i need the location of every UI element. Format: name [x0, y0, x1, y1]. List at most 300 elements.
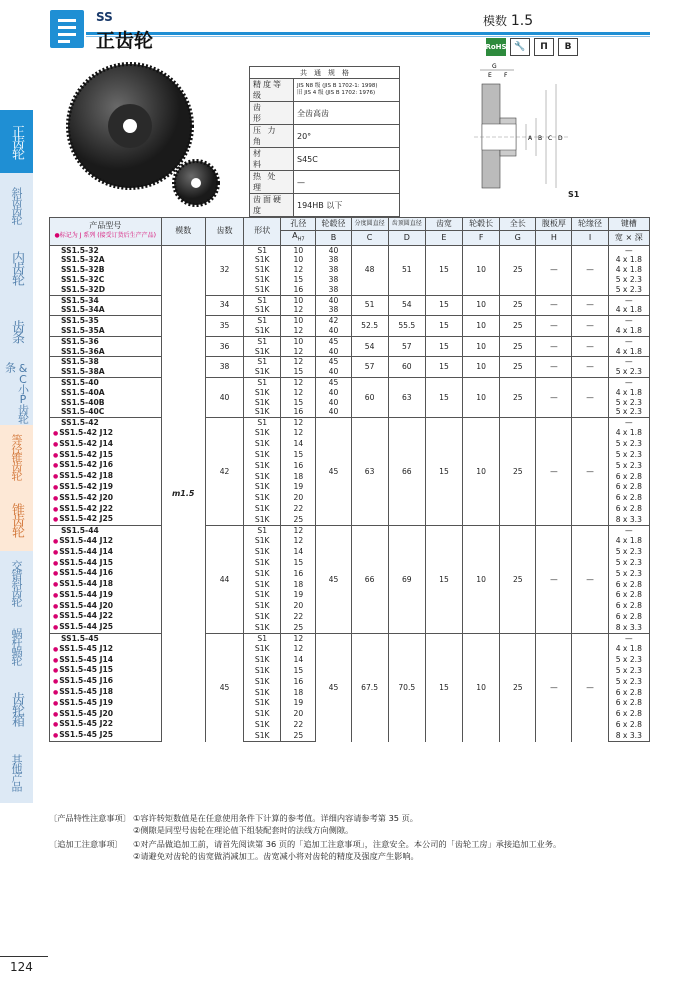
cell-bore: 20 — [281, 493, 316, 504]
cell-H: — — [536, 634, 572, 742]
cell-keyway: — — [608, 295, 649, 305]
cell-bore: 22 — [281, 504, 316, 515]
cell-E: 15 — [425, 377, 462, 417]
cell-keyway: 8 x 3.3 — [608, 730, 649, 741]
cell-D: 55.5 — [388, 316, 425, 337]
col-bore: 孔径 — [281, 218, 316, 231]
cell-G: 25 — [500, 634, 536, 742]
cell-shape: S1K — [244, 388, 281, 398]
cell-C: 48 — [351, 245, 388, 295]
cell-keyway: 5 x 2.3 — [608, 275, 649, 285]
cell-product-number: ● SS1.5-44 J20 — [50, 601, 162, 612]
cell-C: 66 — [351, 526, 388, 634]
cell-bore: 15 — [281, 558, 316, 569]
cell-keyway: 6 x 2.8 — [608, 482, 649, 493]
cell-product-number: ● SS1.5-42 J16 — [50, 460, 162, 471]
cell-product-number: SS1.5-35 — [50, 316, 162, 326]
cell-shape: S1K — [244, 482, 281, 493]
table-row — [50, 526, 650, 536]
cell-shape: S1K — [244, 326, 281, 336]
drawing-type-label: S1 — [568, 190, 580, 199]
cell-bore: 10 — [281, 336, 316, 346]
cell-hub-dia: 45 — [316, 526, 351, 634]
cell-product-number: SS1.5-36 — [50, 336, 162, 346]
sidebar-tab-10[interactable]: 其他产品 — [0, 740, 33, 803]
cell-bore: 12 — [281, 347, 316, 357]
cell-shape: S1K — [244, 687, 281, 698]
svg-text:G: G — [492, 63, 497, 70]
cell-D: 51 — [388, 245, 425, 295]
gear-drawing — [470, 60, 580, 195]
cell-shape: S1K — [244, 504, 281, 515]
cell-keyway: — — [608, 377, 649, 387]
cell-bore: 25 — [281, 730, 316, 741]
cell-bore: 14 — [281, 439, 316, 450]
spec-heading: 共 通 规 格 — [250, 67, 400, 79]
cell-G: 25 — [500, 295, 536, 316]
cell-product-number: SS1.5-32 — [50, 245, 162, 255]
cell-bore: 16 — [281, 285, 316, 295]
col-tip-dia: 齿顶圆直径 — [388, 218, 425, 231]
cell-keyway: 8 x 3.3 — [608, 622, 649, 633]
cell-shape: S1K — [244, 698, 281, 709]
cell-product-number: ● SS1.5-45 J22 — [50, 719, 162, 730]
notes: 〔产品特性注意事项〕 ①容许转矩数值是在任意使用条件下计算的参考值。详细内容请参考第 35 页。 ②侧隙是同型号齿轮在理论值下组装配套时的法线方向侧隙。 〔追加工注意事项〕 ①对产品做追加工前，请首先阅读第 36 页的「追加工注意事项」，注意安全。本公司的「齿轮工房」承接追加工业务。 ②请避免对齿轮的齿宽做消减加工。齿宽减小将对齿轮的精度及强度产生影响。 — [49, 813, 562, 861]
cell-I: — — [572, 418, 608, 526]
cell-product-number: SS1.5-38 — [50, 357, 162, 367]
cell-product-number: ● SS1.5-44 J19 — [50, 590, 162, 601]
cell-shape: S1 — [244, 634, 281, 644]
cell-product-number: ● SS1.5-44 J16 — [50, 568, 162, 579]
cell-bore: 12 — [281, 265, 316, 275]
sidebar-tab-2[interactable]: 内齿轮 — [0, 236, 33, 299]
cell-hub-dia: 38 — [316, 285, 351, 295]
cell-shape: S1K — [244, 558, 281, 569]
module-value: 1.5 — [510, 13, 534, 29]
col-web: 腹板厚 — [536, 218, 572, 231]
sidebar-tab-7[interactable]: 交错斜齿轮 — [0, 551, 33, 614]
cell-product-number: ● SS1.5-44 J22 — [50, 611, 162, 622]
cell-bore: 15 — [281, 367, 316, 377]
cell-bore: 12 — [281, 526, 316, 536]
col-teeth: 齿数 — [205, 218, 243, 246]
sidebar-tab-1[interactable]: 斜齿齿轮 — [0, 173, 33, 236]
cell-bore: 25 — [281, 514, 316, 525]
page-title: 正齿轮 — [96, 30, 154, 52]
cell-keyway: 6 x 2.8 — [608, 687, 649, 698]
cell-F: 10 — [463, 418, 500, 526]
col-keyway: 键槽 — [608, 218, 649, 231]
cell-teeth: 45 — [205, 634, 243, 742]
cell-keyway: 5 x 2.3 — [608, 450, 649, 461]
cell-bore: 15 — [281, 398, 316, 408]
cell-shape: S1K — [244, 644, 281, 655]
cell-shape: S1 — [244, 295, 281, 305]
document-icon — [50, 10, 84, 48]
cell-shape: S1K — [244, 471, 281, 482]
cell-product-number: ● SS1.5-45 J19 — [50, 698, 162, 709]
cell-product-number: SS1.5-40A — [50, 388, 162, 398]
table-row — [50, 316, 650, 326]
cell-keyway: — — [608, 245, 649, 255]
cell-shape: S1K — [244, 579, 281, 590]
cell-keyway: 4 x 1.8 — [608, 644, 649, 655]
cell-bore: 10 — [281, 245, 316, 255]
cell-keyway: 5 x 2.3 — [608, 665, 649, 676]
cell-bore: 16 — [281, 407, 316, 417]
cell-keyway: — — [608, 336, 649, 346]
cell-H: — — [536, 316, 572, 337]
sidebar-tab-5[interactable]: 等径锥齿轮 — [0, 425, 33, 488]
col-rim: 轮缘径 — [572, 218, 608, 231]
cell-teeth: 36 — [205, 336, 243, 357]
cell-keyway: 4 x 1.8 — [608, 265, 649, 275]
cell-shape: S1 — [244, 357, 281, 367]
cell-hub-dia: 40 — [316, 347, 351, 357]
cell-product-number: ● SS1.5-42 J20 — [50, 493, 162, 504]
cell-keyway: 5 x 2.3 — [608, 460, 649, 471]
cell-G: 25 — [500, 336, 536, 357]
cell-hub-dia: 45 — [316, 418, 351, 526]
cell-I: — — [572, 245, 608, 295]
table-row — [50, 336, 650, 346]
cell-product-number: ● SS1.5-44 J18 — [50, 579, 162, 590]
cell-E: 15 — [425, 245, 462, 295]
cell-H: — — [536, 336, 572, 357]
cell-F: 10 — [463, 316, 500, 337]
cell-product-number: ● SS1.5-45 J14 — [50, 655, 162, 666]
cell-shape: S1K — [244, 611, 281, 622]
cell-keyway: 6 x 2.8 — [608, 590, 649, 601]
cell-keyway: 5 x 2.3 — [608, 407, 649, 417]
cell-keyway: 6 x 2.8 — [608, 709, 649, 720]
cell-F: 10 — [463, 526, 500, 634]
cell-D: 69 — [388, 526, 425, 634]
cell-shape: S1K — [244, 305, 281, 315]
cell-E: 15 — [425, 357, 462, 378]
cell-hub-dia: 40 — [316, 326, 351, 336]
sidebar-tab-8[interactable]: 蜗杆蜗轮 — [0, 614, 33, 677]
cell-keyway: 5 x 2.3 — [608, 655, 649, 666]
cell-E: 15 — [425, 295, 462, 316]
cell-bore: 25 — [281, 622, 316, 633]
cell-keyway: 5 x 2.3 — [608, 367, 649, 377]
cell-shape: S1K — [244, 428, 281, 439]
series-code: SS — [96, 10, 113, 24]
cell-product-number: ● SS1.5-44 J12 — [50, 536, 162, 547]
cell-bore: 19 — [281, 698, 316, 709]
cell-product-number: ● SS1.5-42 J18 — [50, 471, 162, 482]
cell-F: 10 — [463, 377, 500, 417]
cell-shape: S1K — [244, 493, 281, 504]
cell-bore: 10 — [281, 255, 316, 265]
cell-product-number: ● SS1.5-45 J15 — [50, 665, 162, 676]
cell-product-number: ● SS1.5-45 J18 — [50, 687, 162, 698]
cell-bore: 19 — [281, 482, 316, 493]
sidebar-tab-0[interactable]: 正齿轮 — [0, 110, 33, 173]
cell-keyway: — — [608, 316, 649, 326]
cell-teeth: 38 — [205, 357, 243, 378]
cell-bore: 12 — [281, 418, 316, 428]
cell-shape: S1K — [244, 439, 281, 450]
cell-product-number: ● SS1.5-42 J25 — [50, 514, 162, 525]
cell-I: — — [572, 634, 608, 742]
cell-keyway: — — [608, 418, 649, 428]
cell-product-number: SS1.5-36A — [50, 347, 162, 357]
cell-I: — — [572, 336, 608, 357]
cell-product-number: SS1.5-44 — [50, 526, 162, 536]
cell-teeth: 32 — [205, 245, 243, 295]
cell-keyway: 5 x 2.3 — [608, 558, 649, 569]
col-hub-dia: 轮毂径 — [316, 218, 351, 231]
col-shape: 形状 — [244, 218, 281, 246]
table-row — [50, 245, 650, 255]
cell-shape: S1K — [244, 719, 281, 730]
cell-bore: 16 — [281, 676, 316, 687]
sidebar-tab-9[interactable]: 齿轮箱 — [0, 677, 33, 740]
cell-shape: S1K — [244, 285, 281, 295]
cell-D: 54 — [388, 295, 425, 316]
sidebar-tab-3[interactable]: 齿条 — [0, 299, 33, 362]
cell-product-number: SS1.5-32C — [50, 275, 162, 285]
cell-I: — — [572, 357, 608, 378]
pi-icon: Π — [534, 38, 554, 56]
cell-shape: S1K — [244, 347, 281, 357]
cell-H: — — [536, 357, 572, 378]
cell-F: 10 — [463, 634, 500, 742]
module-label: 模数 1.5 — [483, 13, 534, 29]
cell-keyway: 4 x 1.8 — [608, 347, 649, 357]
cell-shape: S1 — [244, 336, 281, 346]
cell-teeth: 42 — [205, 418, 243, 526]
cell-shape: S1K — [244, 265, 281, 275]
cell-D: 57 — [388, 336, 425, 357]
cell-shape: S1K — [244, 709, 281, 720]
cell-hub-dia: 40 — [316, 367, 351, 377]
cell-shape: S1K — [244, 622, 281, 633]
table-row — [50, 295, 650, 305]
cell-shape: S1 — [244, 245, 281, 255]
cell-D: 70.5 — [388, 634, 425, 742]
table-row — [50, 418, 650, 428]
svg-text:D: D — [558, 135, 563, 142]
cell-keyway: 5 x 2.3 — [608, 439, 649, 450]
col-total-length: 全长 — [500, 218, 536, 231]
cell-hub-dia: 40 — [316, 407, 351, 417]
cell-hub-dia: 45 — [316, 634, 351, 742]
cell-product-number: ● SS1.5-45 J12 — [50, 644, 162, 655]
cell-product-number: SS1.5-45 — [50, 634, 162, 644]
cell-bore: 12 — [281, 377, 316, 387]
cell-C: 60 — [351, 377, 388, 417]
cell-product-number: SS1.5-42 — [50, 418, 162, 428]
cell-teeth: 34 — [205, 295, 243, 316]
cell-keyway: — — [608, 357, 649, 367]
cell-bore: 20 — [281, 601, 316, 612]
cell-product-number: ● SS1.5-45 J20 — [50, 709, 162, 720]
cell-shape: S1K — [244, 547, 281, 558]
cell-I: — — [572, 377, 608, 417]
cell-hub-dia: 40 — [316, 398, 351, 408]
svg-text:F: F — [504, 72, 508, 79]
cell-product-number: SS1.5-32D — [50, 285, 162, 295]
cell-keyway: 5 x 2.3 — [608, 676, 649, 687]
cell-I: — — [572, 316, 608, 337]
cell-G: 25 — [500, 245, 536, 295]
svg-text:E: E — [488, 72, 492, 79]
cell-bore: 14 — [281, 655, 316, 666]
cell-bore: 16 — [281, 568, 316, 579]
cell-H: — — [536, 295, 572, 316]
sidebar-tab-4[interactable]: &C小P齿轮条 — [0, 362, 33, 425]
cell-keyway: 4 x 1.8 — [608, 305, 649, 315]
cell-bore: 15 — [281, 275, 316, 285]
cell-keyway: — — [608, 634, 649, 644]
wrench-icon: 🔧 — [510, 38, 530, 56]
cell-bore: 15 — [281, 665, 316, 676]
cell-bore: 15 — [281, 450, 316, 461]
cell-keyway: 6 x 2.8 — [608, 698, 649, 709]
cell-keyway: 6 x 2.8 — [608, 611, 649, 622]
cell-keyway: 6 x 2.8 — [608, 504, 649, 515]
cell-E: 15 — [425, 526, 462, 634]
cell-bore: 12 — [281, 428, 316, 439]
cell-G: 25 — [500, 418, 536, 526]
cell-C: 52.5 — [351, 316, 388, 337]
cell-bore: 10 — [281, 295, 316, 305]
col-hub-length: 轮毂长 — [463, 218, 500, 231]
cell-keyway: 5 x 2.3 — [608, 285, 649, 295]
cell-hub-dia: 45 — [316, 357, 351, 367]
col-product-number: 产品型号 ●标记为 J 系列 (接受订货后生产产品) — [50, 218, 162, 246]
cell-keyway: 5 x 2.3 — [608, 547, 649, 558]
cell-hub-dia: 38 — [316, 265, 351, 275]
cell-keyway: 4 x 1.8 — [608, 536, 649, 547]
cell-product-number: ● SS1.5-42 J12 — [50, 428, 162, 439]
cell-G: 25 — [500, 316, 536, 337]
svg-text:A: A — [528, 135, 533, 142]
gear-photo — [58, 58, 238, 208]
cell-shape: S1K — [244, 450, 281, 461]
cell-bore: 16 — [281, 460, 316, 471]
cell-F: 10 — [463, 336, 500, 357]
cell-keyway: 4 x 1.8 — [608, 326, 649, 336]
cell-bore: 18 — [281, 471, 316, 482]
sidebar-tab-6[interactable]: 锥齿轮 — [0, 488, 33, 551]
cell-shape: S1K — [244, 665, 281, 676]
feature-badges — [486, 38, 578, 56]
svg-text:B: B — [538, 135, 543, 142]
cell-teeth: 44 — [205, 526, 243, 634]
col-face-width: 齿宽 — [425, 218, 462, 231]
page-number: 124 — [10, 960, 33, 974]
cell-H: — — [536, 526, 572, 634]
cell-E: 15 — [425, 634, 462, 742]
cell-shape: S1 — [244, 526, 281, 536]
cell-product-number: SS1.5-35A — [50, 326, 162, 336]
cell-product-number: ● SS1.5-45 J16 — [50, 676, 162, 687]
cell-bore: 12 — [281, 326, 316, 336]
cell-product-number: SS1.5-32A — [50, 255, 162, 265]
cell-bore: 18 — [281, 687, 316, 698]
cell-product-number: ● SS1.5-45 J25 — [50, 730, 162, 741]
cell-C: 63 — [351, 418, 388, 526]
cell-shape: S1K — [244, 367, 281, 377]
cell-bore: 19 — [281, 590, 316, 601]
cell-product-number: SS1.5-38A — [50, 367, 162, 377]
cell-G: 25 — [500, 357, 536, 378]
header-rule-thin — [86, 36, 650, 37]
cell-product-number: ● SS1.5-44 J14 — [50, 547, 162, 558]
cell-shape: S1K — [244, 676, 281, 687]
cell-shape: S1K — [244, 568, 281, 579]
svg-text:C: C — [548, 135, 553, 142]
cell-keyway: 6 x 2.8 — [608, 601, 649, 612]
cell-product-number: SS1.5-40C — [50, 407, 162, 417]
cell-keyway: 4 x 1.8 — [608, 255, 649, 265]
cell-C: 54 — [351, 336, 388, 357]
cell-shape: S1K — [244, 460, 281, 471]
cell-product-number: ● SS1.5-44 J15 — [50, 558, 162, 569]
cell-hub-dia: 42 — [316, 316, 351, 326]
cell-shape: S1K — [244, 275, 281, 285]
cell-shape: S1K — [244, 655, 281, 666]
cell-product-number: SS1.5-32B — [50, 265, 162, 275]
b-icon: B — [558, 38, 578, 56]
cell-keyway: 4 x 1.8 — [608, 388, 649, 398]
cell-product-number: SS1.5-34 — [50, 295, 162, 305]
cell-bore: 12 — [281, 536, 316, 547]
cell-shape: S1 — [244, 377, 281, 387]
cell-C: 57 — [351, 357, 388, 378]
cell-I: — — [572, 526, 608, 634]
cell-bore: 12 — [281, 644, 316, 655]
cell-product-number: ● SS1.5-44 J25 — [50, 622, 162, 633]
table-row — [50, 634, 650, 644]
cell-bore: 10 — [281, 316, 316, 326]
cell-D: 63 — [388, 377, 425, 417]
cell-F: 10 — [463, 357, 500, 378]
cell-product-number: SS1.5-34A — [50, 305, 162, 315]
cell-product-number: SS1.5-40 — [50, 377, 162, 387]
cell-hub-dia: 40 — [316, 388, 351, 398]
cell-C: 67.5 — [351, 634, 388, 742]
cell-shape: S1 — [244, 418, 281, 428]
cell-keyway: 8 x 3.3 — [608, 514, 649, 525]
product-table: 产品型号 ●标记为 J 系列 (接受订货后生产产品) 模数 齿数 形状 孔径 轮毂径 分度圆直径 齿顶圆直径 齿宽 轮毂长 全长 腹板厚 轮缘径 键槽 $A_{H7}$ B C D E F G H I 宽 × 深 SS1.5-32 m1.5 32 S1 10 40 48 51 15 10 25 — — — SS1.5-32A S1K 10 38 4 x 1.8 SS1.5-32B S1K 12 38 4 x 1.8 SS1.5-32C S1K 15 38 5 x 2.3 SS1.5-32D S1K 16 38 5 x 2.3 SS1.5-34 34 S1 10 40 51 54 15 10 25 — — — SS1.5-34A S1K 12 38 4 x 1.8 SS1.5-35 35 S1 10 42 52.5 55.5 15 10 25 — — — SS1.5-35A S1K 12 40 4 x 1.8 SS1.5-36 36 S1 10 45 54 57 15 10 25 — — — SS1.5-36A S1K 12 40 4 x 1.8 SS1.5-38 38 S1 12 45 57 60 15 10 25 — — — SS1.5-38A S1K 15 40 5 x 2.3 SS1.5-40 40 S1 12 45 60 63 15 10 25 — — — SS1.5-40A S1K 12 40 4 x 1.8 SS1.5-40B S1K 15 40 5 x 2.3 SS1.5-40C S1K 16 40 5 x 2.3 SS1.5-42 42 S1 12 45 63 66 15 10 25 — — — ● SS1.5-42 J12 S1K 12 4 x 1.8 ● SS1.5-42 J14 S1K 14 5 x 2.3 ● SS1.5-42 J15 S1K 15 5 x 2.3 ● SS1.5-42 J16 S1K 16 5 x 2.3 ● SS1.5-42 J18 S1K 18 6 x 2.8 ● SS1.5-42 J19 S1K 19 6 x 2.8 ● SS1.5-42 J20 S1K 20 6 x 2.8 ● SS1.5-42 J22 S1K 22 6 x 2.8 ● SS1.5-42 J25 S1K 25 8 x 3.3 SS1.5-44 44 S1 12 45 66 69 15 10 25 — — — ● SS1.5-44 J12 S1K 12 4 x 1.8 ● SS1.5-44 J14 S1K 14 5 x 2.3 ● SS1.5-44 J15 S1K 15 5 x 2.3 ● SS1.5-44 J16 S1K 16 5 x 2.3 ● SS1.5-44 J18 S1K 18 6 x 2.8 ● SS1.5-44 J19 S1K 19 6 x 2.8 ● SS1.5-44 J20 S1K 20 6 x 2.8 ● SS1.5-44 J22 S1K 22 6 x 2.8 ● SS1.5-44 J25 S1K 25 8 x 3.3 SS1.5-45 45 S1 12 45 67.5 70.5 15 10 25 — — — ● SS1.5-45 J12 S1K 12 4 x 1.8 ● SS1.5-45 J14 S1K 14 5 x 2.3 ● SS1.5-45 J15 S1K 15 5 x 2.3 ● SS1.5-45 J16 S1K 16 5 x 2.3 ● SS1.5-45 J18 S1K 18 6 x 2.8 ● SS1.5-45 J19 S1K 19 6 x 2.8 ● SS1.5-45 J20 S1K 20 6 x 2.8 ● SS1.5-45 J22 S1K 22 6 x 2.8 ● SS1.5-45 J25 S1K 25 8 x 3.3 — [49, 217, 650, 742]
cell-shape: S1K — [244, 590, 281, 601]
cell-bore: 22 — [281, 719, 316, 730]
cell-bore: 14 — [281, 547, 316, 558]
cell-bore: 18 — [281, 579, 316, 590]
cell-hub-dia: 38 — [316, 305, 351, 315]
cell-G: 25 — [500, 526, 536, 634]
cell-shape: S1K — [244, 407, 281, 417]
col-pitch-dia: 分度圆直径 — [351, 218, 388, 231]
cell-E: 15 — [425, 336, 462, 357]
cell-product-number: ● SS1.5-42 J14 — [50, 439, 162, 450]
cell-shape: S1K — [244, 730, 281, 741]
cell-shape: S1K — [244, 514, 281, 525]
cell-teeth: 35 — [205, 316, 243, 337]
cell-D: 60 — [388, 357, 425, 378]
cell-D: 66 — [388, 418, 425, 526]
cell-shape: S1K — [244, 536, 281, 547]
cell-H: — — [536, 418, 572, 526]
cell-E: 15 — [425, 418, 462, 526]
cell-keyway: 6 x 2.8 — [608, 719, 649, 730]
cell-bore: 22 — [281, 611, 316, 622]
